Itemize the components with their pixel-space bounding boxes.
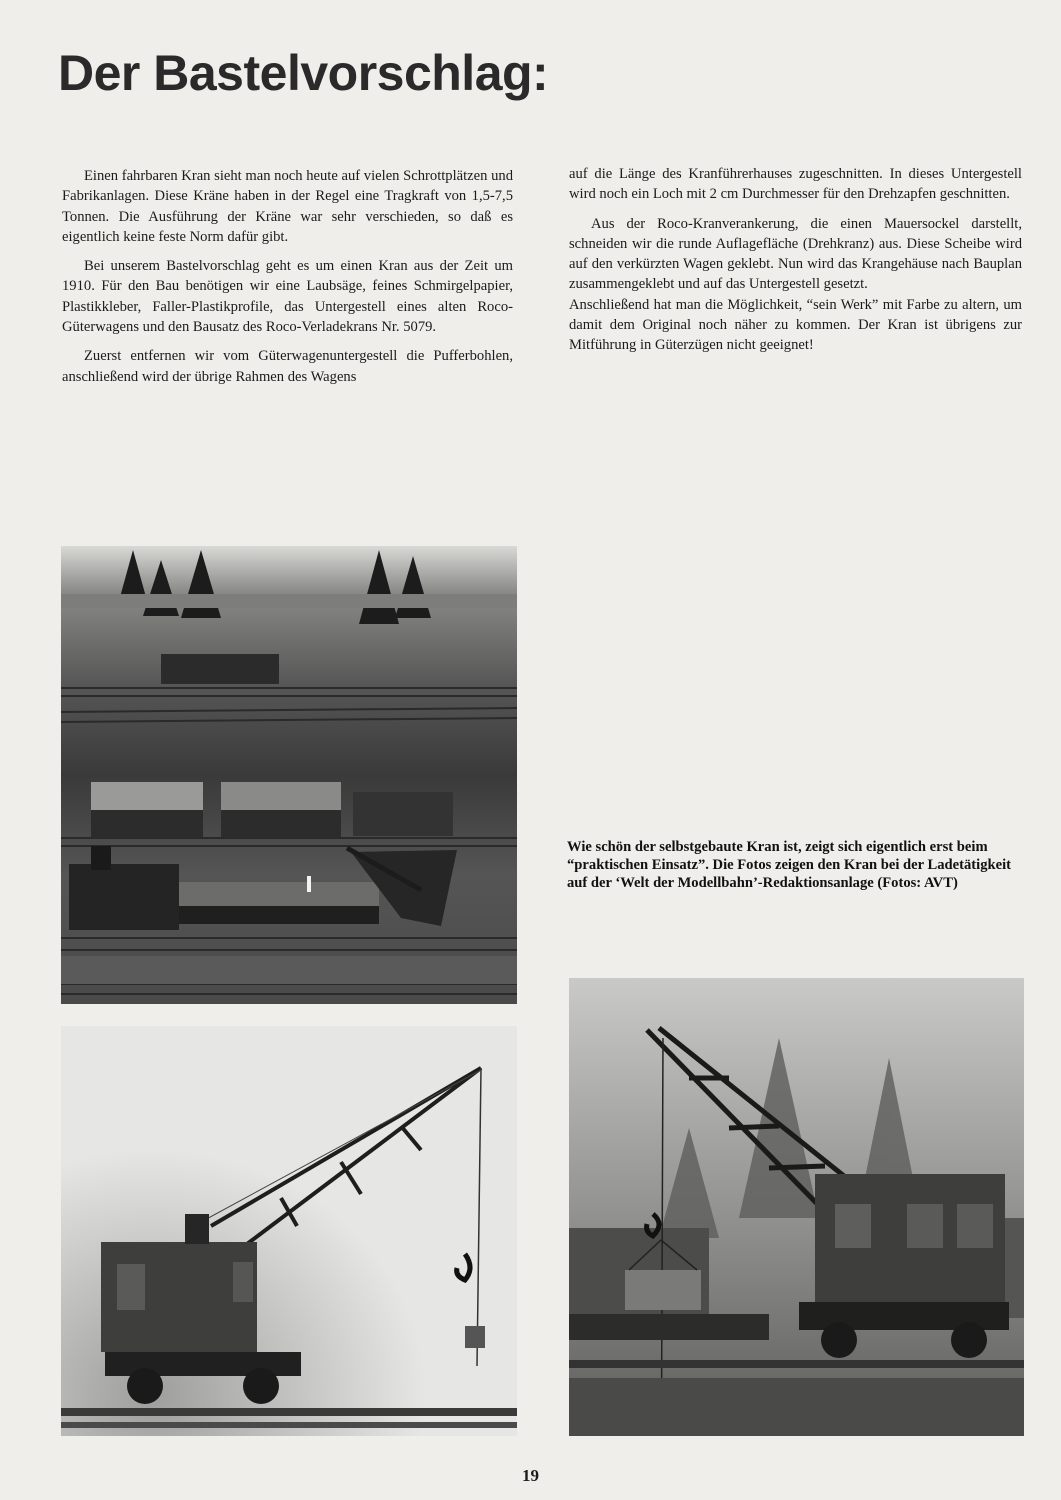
photo-crane-loading [569,978,1024,1436]
paragraph: Zuerst entfernen wir vom Güterwagenuntergestell die Pufferbohlen, anschließend wird der übrige Rahmen des Wagens [62,348,513,385]
paragraph: Aus der Roco-Kranverankerung, die einen Mauersockel darstellt, schneiden wir die runde Auflagefläche (Drehkranz) aus. Diese Scheibe wird auf den verkürzten Wagen geklebt. Nun wird das Krangehäuse nach Bauplan zusammengeklebt und auf das Untergestell gesetzt. [569,215,1022,293]
paragraph: Bei unserem Bastelvorschlag geht es um einen Kran aus der Zeit um 1910. Für den Bau benötigen wir eine Laubsäge, feines Schmirgelpapier, Plastikkleber, Faller-Plastikprofile, das Untergestell eines alten Roco-Güterwagens und den Bausatz des Roco-Verladekrans Nr. 5079. [62,258,513,336]
paragraph: Anschließend hat man die Möglichkeit, “sein Werk” mit Farbe zu altern, um damit dem Original noch näher zu kommen. Der Kran ist übrigens zur Mitführung in Güterzügen nicht geeignet! [569,296,1022,354]
article-column-left [62,166,513,396]
article-column-right [569,164,1022,365]
photo-crane-side-view [61,1026,517,1436]
photo-caption: Wie schön der selbstgebaute Kran ist, zeigt sich eigentlich erst beim “praktischen Einsatz”. Die Fotos zeigen den Kran bei der Ladetätigkeit auf der ‘Welt der Modellbahn’-Redaktionsanlage (Fotos: AVT) [567,839,1012,891]
photo-layout-scene [61,546,517,1004]
paragraph: auf die Länge des Kranführerhauses zugeschnitten. In dieses Untergestell wird noch ein Loch mit 2 cm Durchmesser für den Drehzapfen geschnitten. [569,166,1022,203]
page-number: 19 [522,1466,539,1485]
page-title: Der Bastelvorschlag: [58,45,549,101]
paragraph: Einen fahrbaren Kran sieht man noch heute auf vielen Schrottplätzen und Fabrikanlagen. Diese Kräne haben in der Regel eine Tragkraft von 1,5-7,5 Tonnen. Die Ausführung der Kräne war sehr verschieden, so daß es eigentlich keine feste Norm dafür gibt. [62,168,513,245]
